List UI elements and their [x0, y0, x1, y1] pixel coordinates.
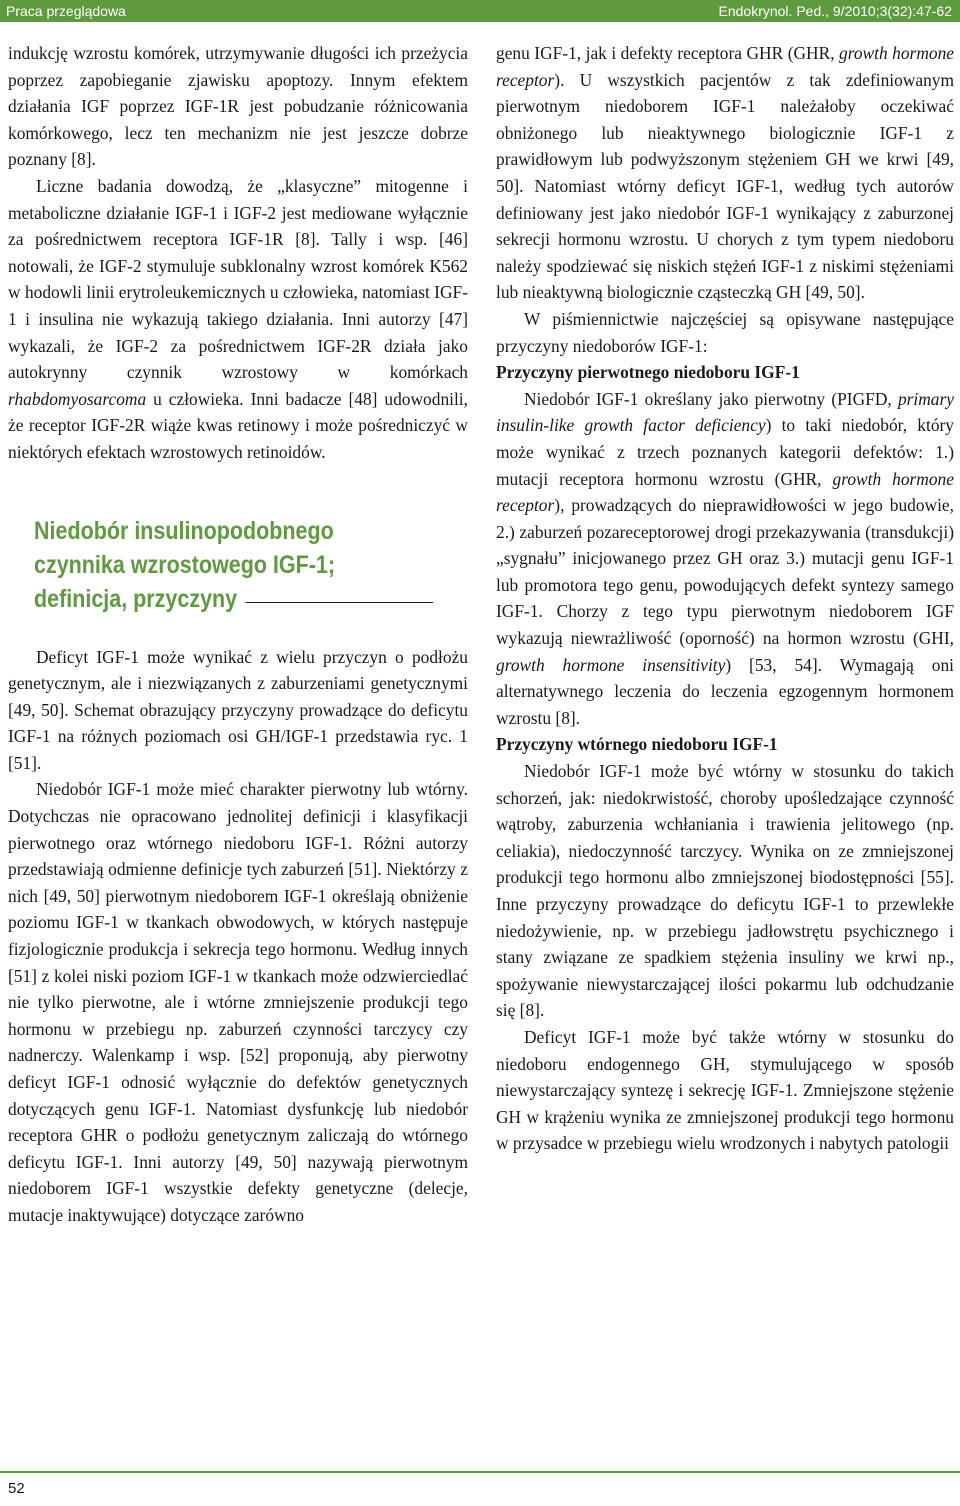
paragraph [496, 758, 954, 1024]
paragraph-text: Deficyt IGF-1 może wynikać z wielu przyczyn o podłożu genetycznym, ale i niezwiązanych z zaburzeniami genetycznymi [49, 50]. Schemat obrazujący przyczyny prowadzące do deficytu IGF-1 na różnych poziomach osi GH/IGF-1 przedstawia ryc. 1 [51]. [8, 646, 468, 773]
italic-term: growth hormone receptor [496, 468, 954, 516]
paragraph-text: W piśmiennictwie najczęściej są opisywane następujące przyczyny niedoborów IGF-1: [496, 308, 954, 356]
subsection-heading: Przyczyny pierwotnego niedoboru IGF-1 [496, 362, 800, 383]
paragraph-text: Niedobór IGF-1 może być wtórny w stosunku do takich schorzeń, jak: niedokrwistość, choroby upośledzające czynność wątroby, zaburzenia wchłaniania i trawienia jelitowego (np. celiakia), niedoczynność tarczycy. Wynika on ze zmniejszonej produkcji tego hormonu albo zmniejszonej biodostępności [55]. Inne przyczyny prowadzące do deficytu IGF-1 to przewlekłe niedożywienie, np. w przebiegu jadłowstrętu psychicznego i stany związane ze spadkiem stężenia insuliny we krwi np., spożywanie niewystarczającej ilości pokarmu lub odchudzanie się [8]. [496, 761, 954, 1021]
paragraph [496, 1024, 954, 1157]
paragraph-text: ). U wszystkich pacjentów z tak zdefiniowanym pierwotnym niedoborem IGF-1 należałoby oczekiwać obniżonego lub nieaktywnego biologicznie IGF-1 z prawidłowym lub podwyższonym stężeniem GH we krwi [49, 50]. Natomiast wtórny deficyt IGF-1, według tych autorów definiowany jest jako niedobór IGF-1 wynikający z zaburzonej sekrecji hormonu wzrostu. U chorych z tym typem niedoboru należy spodziewać się niskich stężeń IGF-1 z niskimi stężeniami lub nieaktywną biologicznie cząsteczką GH [49, 50]. [496, 69, 954, 303]
italic-term: growth hormone insensitivity [496, 654, 726, 675]
heading-line-text: definicja, przyczyny [34, 584, 238, 613]
paragraph-text: Deficyt IGF-1 może być także wtórny w stosunku do niedoboru endogennego GH, stymulującego w sposób niewystarczający syntezę i sekrecję IGF-1. Zmniejszone stężenie GH w krążeniu wynika ze zmniejszonej produkcji tego hormonu w przysadce w przebiegu wielu wrodzonych i nabytych patologii [496, 1026, 954, 1154]
paragraph [496, 386, 954, 732]
header-article-type: Praca przeglądowa [6, 3, 126, 19]
italic-term: rhabdomyosarcoma [8, 388, 147, 409]
paragraph [496, 40, 954, 306]
italic-term: primary insulin-like growth factor deficiency [496, 388, 954, 436]
paragraph-text: Niedobór IGF-1 może mieć charakter pierwotny lub wtórny. Dotychczas nie opracowano jednolitej definicji i klasyfikacji pierwotnego oraz wtórnego niedoboru IGF-1. Różni autorzy przedstawiają odmienne definicje tych zaburzeń [51]. Niektórzy z nich [49, 50] pierwotnym niedoborem IGF-1 określają obniżenie poziomu IGF-1 w tkankach obwodowych, w których następuje fizjologicznie produkcja i sekrecja tego hormonu. Według innych [51] z kolei niski poziom IGF-1 w tkankach może odzwierciedlać nie tylko pierwotne, ale i wtórne zmniejszenie produkcji tego hormonu w przebiegu np. zaburzeń czynności tarczycy czy nadnerczy. Walenkamp i wsp. [52] proponują, aby pierwotny deficyt IGF-1 odnosić wyłącznie do defektów genetycznych dotyczących genu IGF-1. Natomiast dysfunkcję lub niedobór receptora GHR o podłożu genetycznym zaliczają do wtórnego deficytu IGF-1. Inni autorzy [49, 50] nazywają pierwotnym niedoborem IGF-1 wszystkie defekty genetyczne (delecje, mutacje inaktywujące) dotyczące zarówno [8, 779, 468, 1225]
right-column [496, 40, 954, 1157]
subsection-heading: Przyczyny wtórnego niedoboru IGF-1 [496, 734, 778, 755]
paragraph-text: indukcję wzrostu komórek, utrzymywanie długości ich przeżycia poprzez zapobieganie zjawisku apoptozy. Innym efektem działania IGF poprzez IGF-1R jest pobudzanie różnicowania komórkowego, lecz ten mechanizm nie jest jeszcze dobrze poznany [8]. [8, 43, 468, 170]
paragraph-text: u człowieka. Inni badacze [48] udowodnili, że receptor IGF-2R wiąże kwas retinowy i może pośredniczyć w niektórych efektach wzrostowych retinoidów. [8, 388, 468, 462]
paragraph-text: genu IGF-1, jak i defekty receptora GHR (GHR, [496, 43, 840, 63]
paragraph [8, 776, 468, 1228]
paragraph [8, 644, 468, 777]
paragraph-text: Liczne badania dowodzą, że „klasyczne” mitogenne i metaboliczne działanie IGF-1 i IGF-2 jest mediowane wyłącznie za pośrednictwem receptora IGF-1R [8]. Tally i wsp. [46] notowali, że IGF-2 stymuluje subklonalny wzrost komórek K562 w hodowli linii erytroleukemicznych u człowieka, natomiast IGF-1 i insulina nie wykazują takiego działania. Inni autorzy [47] wykazali, że IGF-2 za pośrednictwem IGF-2R działa jako autokrynny czynnik wzrostowy w komórkach [8, 175, 468, 383]
paragraph [8, 173, 468, 466]
paragraph [496, 306, 954, 359]
footer-rule [0, 1471, 960, 1473]
paragraph-text: ) to taki niedobór, który może wynikać z trzech poznanych kategorii defektów: 1.) mutacji receptora hormonu wzrostu (GHR, [496, 415, 955, 489]
header-journal-citation: Endokrynol. Ped., 9/2010;3(32):47-62 [718, 3, 952, 19]
heading-rule [246, 602, 433, 603]
running-header [0, 0, 960, 22]
paragraph [8, 40, 468, 173]
heading-line: Niedobór insulinopodobnego [34, 516, 334, 545]
paragraph-text: ) [53, 54]. Wymagają oni alternatywnego leczenia do leczenia egzogennym hormonem wzrostu [8]. [496, 654, 954, 728]
paragraph-text: Niedobór IGF-1 określany jako pierwotny (PIGFD, [524, 388, 898, 409]
heading-line: czynnika wzrostowego IGF-1; [34, 550, 336, 579]
left-column [8, 40, 468, 1229]
heading-line [34, 582, 498, 616]
section-heading [34, 514, 498, 616]
paragraph-text: ), prowadzących do nieprawidłowości w jego budowie, 2.) zaburzeń pozareceptorowej drogi przekazywania (transdukcji) „sygnału” inicjowanego przez GH oraz 3.) mutacji genu IGF-1 lub promotora tego genu, powodujących defekt syntezy samego IGF-1. Chorzy z tego typu pierwotnym niedoborem IGF wykazują niewrażliwość (oporność) na hormon wzrostu (GHI, [496, 495, 954, 649]
italic-term: growth hormone receptor [496, 43, 954, 90]
page-number: 52 [8, 1480, 25, 1497]
